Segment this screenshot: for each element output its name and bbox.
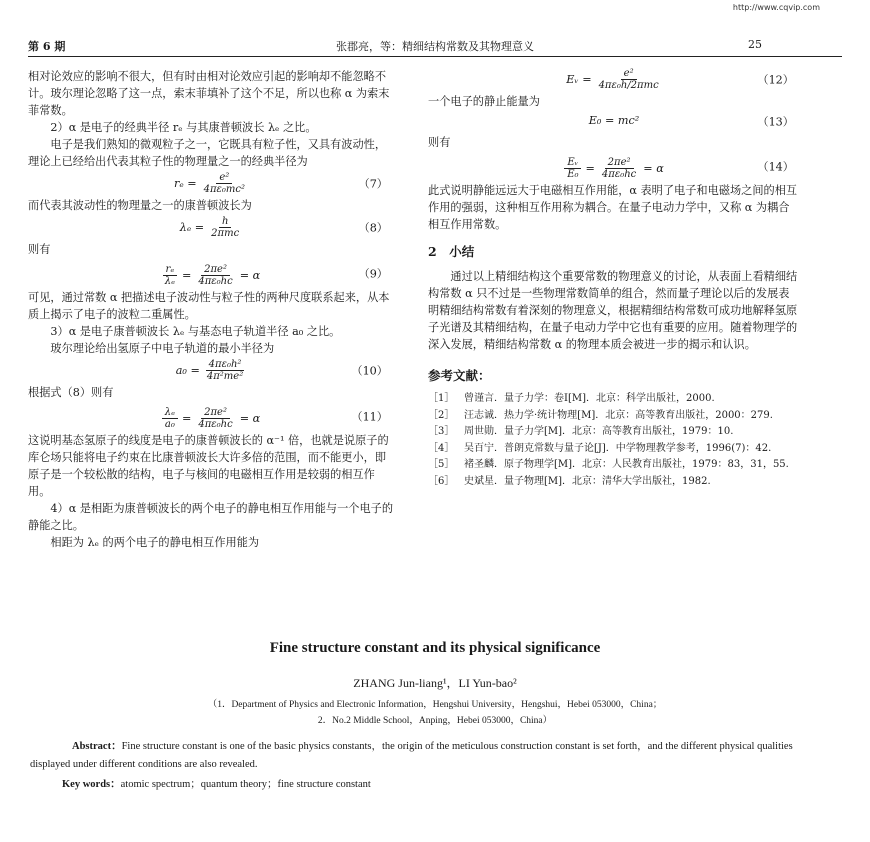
running-header [28, 38, 842, 57]
paragraph: 玻尔理论给出氢原子中电子轨道的最小半径为 [50, 342, 275, 355]
paragraph: 相对论效应的影响不很大，但有时由相对论效应引起的影响却不能忽略不计。玻尔理论忽略了这一点，索末菲填补了这个不足，所以也称 α 为索末菲常数。 [28, 70, 390, 117]
running-title: 张郡亮，等：精细结构常数及其物理意义 [336, 40, 534, 53]
section-heading: 2 小结 [428, 244, 475, 259]
equation-7: rₑ = $\frac{\text{e²}}{\text{4πε₀mc²}}$ （7） [173, 172, 388, 195]
affiliation-2: 2．No.2 Middle School，Anping，Hebei 053000，China） [317, 716, 553, 726]
equation-number: （7） [358, 177, 388, 190]
english-authors: ZHANG Jun-liang¹，LI Yun-bao² [353, 676, 517, 690]
equation-number: （8） [358, 221, 388, 234]
paragraph: 则有 [428, 136, 451, 149]
paragraph: 一个电子的静止能量为 [428, 95, 540, 108]
abstract-label: Abstract： [72, 741, 122, 752]
equation-number: （9） [358, 267, 388, 280]
paragraph: 而代表其波动性的物理量之一的康普顿波长为 [28, 199, 252, 212]
paragraph: 根据式（8）则有 [28, 386, 114, 399]
reference-text: 吴百宁．普朗克常数与量子论[J]．中学物理教学参考，1996(7)：42. [464, 442, 772, 454]
reference-text: 周世勋．量子力学[M]．北京：高等教育出版社，1979：10. [464, 426, 734, 437]
equation-10: a₀ = $\frac{\text{4πε₀h²}}{\text{4π²me²}}$ （10） [175, 359, 388, 382]
issue-number: 第 6 期 [28, 40, 66, 53]
reference-number: ［4］ [428, 442, 455, 454]
keywords-label: Key words： [62, 779, 121, 790]
paragraph: 可见，通过常数 α 把描述电子波动性与粒子性的两种尺度联系起来，从本质上揭示了电子的波粒二重属性。 [28, 291, 390, 321]
paragraph: 4）α 是相距为康普顿波长的两个电子的静电相互作用能与一个电子的静能之比。 [28, 502, 394, 532]
references-heading: 参考文献： [428, 368, 491, 383]
abstract [30, 738, 810, 774]
reference-item [428, 442, 800, 456]
equation-8: λₑ = $\frac{h}{\text{2πmc}}$ （8） [179, 216, 388, 239]
reference-text: 褚圣麟．原子物理学[M]．北京：人民教育出版社，1979：83，31，55. [464, 459, 789, 470]
affiliation-1: （1．Department of Physics and Electronic Information，Hengshui University，Hengshui，Hebei 053000，China； [207, 700, 663, 710]
equation-number: （13） [757, 115, 794, 129]
left-column [28, 68, 394, 551]
reference-number: ［2］ [428, 409, 455, 421]
reference-text: 汪志诚．热力学·统计物理[M]．北京：高等教育出版社，2000：279. [464, 409, 773, 421]
reference-list [428, 392, 800, 488]
equation-number: （10） [351, 364, 388, 377]
right-column [428, 66, 800, 491]
reference-text: 曾谨言．量子力学：卷Ⅰ[M]．北京：科学出版社，2000. [464, 393, 715, 404]
equation-9: $\frac{\text{rₑ}}{\text{λₑ}}$ = $\frac{\text{2πe²}}{\text{4πε₀hc}}$ = α （9） [28, 260, 394, 287]
equation-number: （14） [757, 160, 794, 173]
paragraph: 则有 [28, 243, 51, 256]
reference-item [428, 409, 800, 423]
equation-number: （11） [351, 410, 388, 423]
paragraph: 电子是我们熟知的微观粒子之一，它既具有粒子性，又具有波动性，理论上已经给出代表其粒子性的物理量之一的经典半径为 [28, 138, 387, 168]
reference-number: ［5］ [428, 459, 455, 470]
reference-number: ［3］ [428, 426, 455, 437]
equation-12: Eᵥ = $\frac{\text{e²}}{\text{4πε₀h/2πmc}}$ （12） [566, 68, 794, 91]
equation-number: （12） [757, 73, 794, 86]
reference-number: ［6］ [428, 475, 455, 487]
page-number: 25 [748, 38, 762, 51]
reference-item [428, 475, 800, 489]
english-title: Fine structure constant and its physical significance [269, 640, 601, 656]
paragraph: 相距为 λₑ 的两个电子的静电相互作用能为 [50, 536, 260, 549]
reference-item [428, 392, 800, 406]
reference-item [428, 425, 800, 439]
keywords-text: atomic spectrum；quantum theory；fine structure constant [120, 779, 371, 790]
keywords [62, 776, 371, 791]
reference-text: 史斌星．量子物理[M]．北京：清华大学出版社，1982. [464, 475, 711, 487]
abstract-text: Fine structure constant is one of the basic physics constants，the origin of the meticulous construction constant is set forth，and the different physical qualities displayed under different conditions are also revealed. [30, 741, 793, 770]
paragraph: 这说明基态氢原子的线度是电子的康普顿波长的 α⁻¹ 倍，也就是说原子的库仑场只能将电子约束在比康普顿波长大许多倍的范围，而不能更小，即原子是一个较松散的结构，电子与核间的电磁相互作用是较弱的相互作用。 [28, 434, 389, 498]
equation-14: $\frac{\text{Eᵥ}}{\text{E₀}}$ = $\frac{\text{2πe²}}{\text{4πε₀hc}}$ = α （14） [428, 153, 800, 180]
equation-13: E₀ = mc² （13） [588, 114, 794, 129]
reference-number: ［1］ [428, 393, 455, 404]
paragraph: 此式说明静能远远大于电磁相互作用能，α 表明了电子和电磁场之间的相互作用的强弱，这种相互作用称为耦合。在量子电动力学中，又称 α 为耦合相互作用常数。 [428, 184, 798, 231]
paragraph: 3）α 是电子康普顿波长 λₑ 与基态电子轨道半径 a₀ 之比。 [50, 325, 341, 338]
paragraph: 2）α 是电子的经典半径 rₑ 与其康普顿波长 λₑ 之比。 [50, 121, 317, 134]
paragraph: 通过以上精细结构这个重要常数的物理意义的讨论，从表面上看精细结构常数 α 只不过是一些物理常数简单的组合，然而量子理论以后的发展表明精细结构常数有着深刻的物理意义，根据精细结构常数可成功地解释氢原子光谱及其精细结构，在量子电动力学中它也有重要的应用。随着物理学的深入发展，精细结构常数 α 的物理本质会被进一步的揭示和认识。 [428, 270, 798, 351]
source-url: http://www.cqvip.com [732, 3, 820, 12]
reference-item [428, 458, 800, 472]
equation-11: $\frac{\text{λₑ}}{\text{a₀}}$ = $\frac{\text{2πe²}}{\text{4πε₀hc}}$ = α （11） [28, 403, 394, 430]
